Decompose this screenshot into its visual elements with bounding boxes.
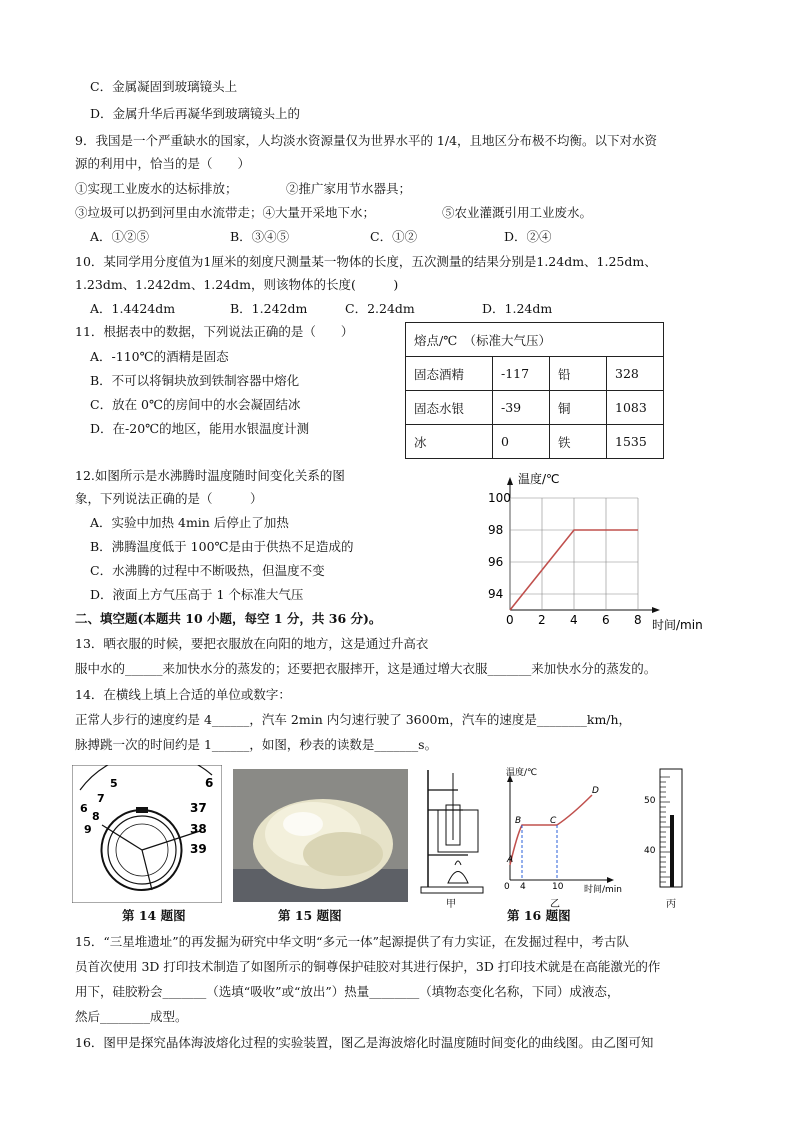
q9-item-5: ⑤农业灌溉引用工业废水。: [442, 205, 593, 220]
q12-option-a: A．实验中加热 4min 后停止了加热: [90, 515, 289, 530]
table-cell: 冰: [406, 425, 493, 459]
yi-ylabel: 温度/℃: [506, 768, 538, 778]
q13-stem-line2: 服中水的______来加快水分的蒸发的；还要把衣服摔开，这是通过增大衣服_______来加快水分的蒸发的。: [75, 661, 657, 676]
q13-stem-line1: 13．晒衣服的时候，要把衣服放在向阳的地方，这是通过升高衣: [75, 636, 429, 651]
q10-option-b: B．1.242dm: [230, 301, 308, 316]
thermometer-bing: [630, 765, 700, 910]
chart-ticks: [488, 491, 642, 627]
chart-xlabel: 时间/min: [652, 618, 703, 632]
table-header: 熔点/℃ （标准大气压）: [406, 323, 664, 357]
chart-grid: [510, 498, 638, 610]
x-tick-label: 6: [602, 613, 610, 627]
stopwatch-label: 37: [190, 801, 207, 815]
table-cell: 328: [607, 357, 664, 391]
y-tick-label: 94: [488, 587, 504, 601]
table-cell: 1083: [607, 391, 664, 425]
caption-fig16: 第 16 题图: [507, 908, 571, 923]
x-axis-arrow: [652, 607, 660, 613]
table-row: [406, 357, 664, 391]
silicone-photo: [233, 769, 408, 902]
q11-option-a: A．-110℃的酒精是固态: [90, 349, 229, 364]
q10-stem-line2: 1.23dm、1.242dm、1.24dm，则该物体的长度( ): [75, 277, 399, 292]
q14-line1: 正常人步行的速度约是 4______，汽车 2min 内匀速行驶了 3600m，汽车的速度是________km/h，: [75, 712, 632, 727]
q9-item-2: ②推广家用节水器具；: [286, 181, 412, 196]
chart-ylabel: 温度/℃: [518, 472, 560, 486]
q15-stem-line1: 15．“三星堆遗址”的再发掘为研究中华文明“多元一体”起源提供了有力实证，在发掘过程中，考古队: [75, 934, 629, 949]
melting-point-table: [405, 322, 664, 459]
q10-stem-line1: 10．某同学用分度值为1厘米的刻度尺测量某一物体的长度，五次测量的结果分别是1.24dm、1.25dm、: [75, 254, 657, 269]
y-axis-arrow: [507, 477, 513, 485]
stopwatch-label: 6: [205, 776, 214, 790]
x-tick-label: 0: [506, 613, 514, 627]
table-cell: 0: [493, 425, 550, 459]
yi-tick: 0: [504, 882, 510, 892]
q12-option-b: B．沸腾温度低于 100℃是由于供热不足造成的: [90, 539, 354, 554]
q12-stem-line1: 12.如图所示是水沸腾时温度随时间变化关系的图: [75, 468, 345, 483]
q11-stem: 11．根据表中的数据，下列说法正确的是（ ）: [75, 324, 354, 339]
yi-xlabel: 时间/min: [584, 885, 622, 895]
stopwatch-label: 38: [190, 822, 207, 836]
table-cell: 铁: [550, 425, 607, 459]
q11-option-b: B．不可以将铜块放到铁制容器中熔化: [90, 373, 300, 388]
caption-fig15: 第 15 题图: [278, 908, 342, 923]
table-row: [406, 425, 664, 459]
table-cell: 铜: [550, 391, 607, 425]
x-tick-label: 4: [570, 613, 578, 627]
table-row: [406, 391, 664, 425]
yi-tick: 10: [552, 882, 564, 892]
q11-option-d: D．在-20℃的地区，能用水银温度计测: [90, 421, 310, 436]
melting-curve-yi: [492, 765, 622, 910]
boiling-chart: [480, 465, 720, 635]
label-yi: 乙: [550, 899, 560, 910]
q15-stem-line4: 然后________成型。: [75, 1009, 188, 1024]
q9-option-a: A．①②⑤: [90, 229, 150, 244]
q10-option-a: A．1.4424dm: [90, 301, 176, 316]
therm-tick-label: 40: [644, 846, 656, 856]
yi-point: D: [592, 786, 599, 796]
q9-option-b: B．③④⑤: [230, 229, 290, 244]
q9-item-3-4: ③垃圾可以扔到河里由水流带走；④大量开采地下水；: [75, 205, 376, 220]
q9-option-c: C．①②: [370, 229, 418, 244]
table-cell: 铅: [550, 357, 607, 391]
q10-option-c: C．2.24dm: [345, 301, 415, 316]
y-tick-label: 98: [488, 523, 504, 537]
yi-point: C: [550, 816, 557, 826]
x-tick-label: 8: [634, 613, 642, 627]
yi-point: A: [507, 855, 514, 865]
table-cell: 1535: [607, 425, 664, 459]
table-cell: -117: [493, 357, 550, 391]
q16-stem-line1: 16．图甲是探究晶体海波熔化过程的实验装置，图乙是海波熔化时温度随时间变化的曲线图。由乙图可知: [75, 1035, 654, 1050]
table-cell: -39: [493, 391, 550, 425]
q12-option-d: D．液面上方气压高于 1 个标准大气压: [90, 587, 304, 602]
stopwatch-label: 39: [190, 842, 207, 856]
q8-option-d: D．金属升华后再凝华到玻璃镜头上的: [90, 106, 301, 121]
q9-stem-line2: 源的利用中，恰当的是（ ）: [75, 156, 251, 171]
label-bing: 丙: [666, 899, 676, 910]
stopwatch-label: 5: [110, 777, 118, 790]
q14-line2: 脉搏跳一次的时间约是 1______，如图，秒表的读数是_______s。: [75, 737, 438, 752]
table-cell: 固态水银: [406, 391, 493, 425]
q15-stem-line2: 员首次使用 3D 打印技术制造了如图所示的铜尊保护硅胶对其进行保护，3D 打印技术就是在高能激光的作: [75, 959, 661, 974]
yi-tick: 4: [520, 882, 526, 892]
stopwatch-label: 7: [97, 792, 105, 805]
section-title-fill-in: 二、填空题(本题共 10 小题，每空 1 分，共 36 分)。: [75, 611, 382, 626]
caption-fig14: 第 14 题图: [122, 908, 186, 923]
table-cell: 固态酒精: [406, 357, 493, 391]
y-tick-label: 96: [488, 555, 504, 569]
q8-option-c: C．金属凝固到玻璃镜头上: [90, 79, 238, 94]
q12-option-c: C．水沸腾的过程中不断吸热，但温度不变: [90, 563, 325, 578]
stopwatch-figure: [72, 765, 222, 903]
q15-stem-line3: 用下，硅胶粉会_______（选填“吸收”或“放出”）热量________（填物态变化名称，下同）成液态，: [75, 984, 620, 999]
stopwatch-label: 8: [92, 810, 100, 823]
label-jia: 甲: [446, 899, 456, 910]
q11-option-c: C．放在 0℃的房间中的水会凝固结冰: [90, 397, 301, 412]
apparatus-jia: [418, 765, 488, 910]
q14-stem: 14．在横线上填上合适的单位或数字：: [75, 687, 291, 702]
q9-item-1: ①实现工业废水的达标排放；: [75, 181, 238, 196]
q12-stem-line2: 象，下列说法正确的是（ ）: [75, 491, 263, 506]
q9-stem-line1: 9．我国是一个严重缺水的国家，人均淡水资源量仅为世界水平的 1/4，且地区分布极不均衡。以下对水资: [75, 133, 658, 148]
yi-point: B: [515, 816, 522, 826]
therm-tick-label: 50: [644, 796, 656, 806]
stopwatch-label: 6: [80, 802, 88, 815]
x-tick-label: 2: [538, 613, 546, 627]
y-tick-label: 100: [488, 491, 511, 505]
q10-option-d: D．1.24dm: [482, 301, 553, 316]
q9-option-d: D．②④: [504, 229, 552, 244]
stopwatch-label: 9: [84, 823, 92, 836]
